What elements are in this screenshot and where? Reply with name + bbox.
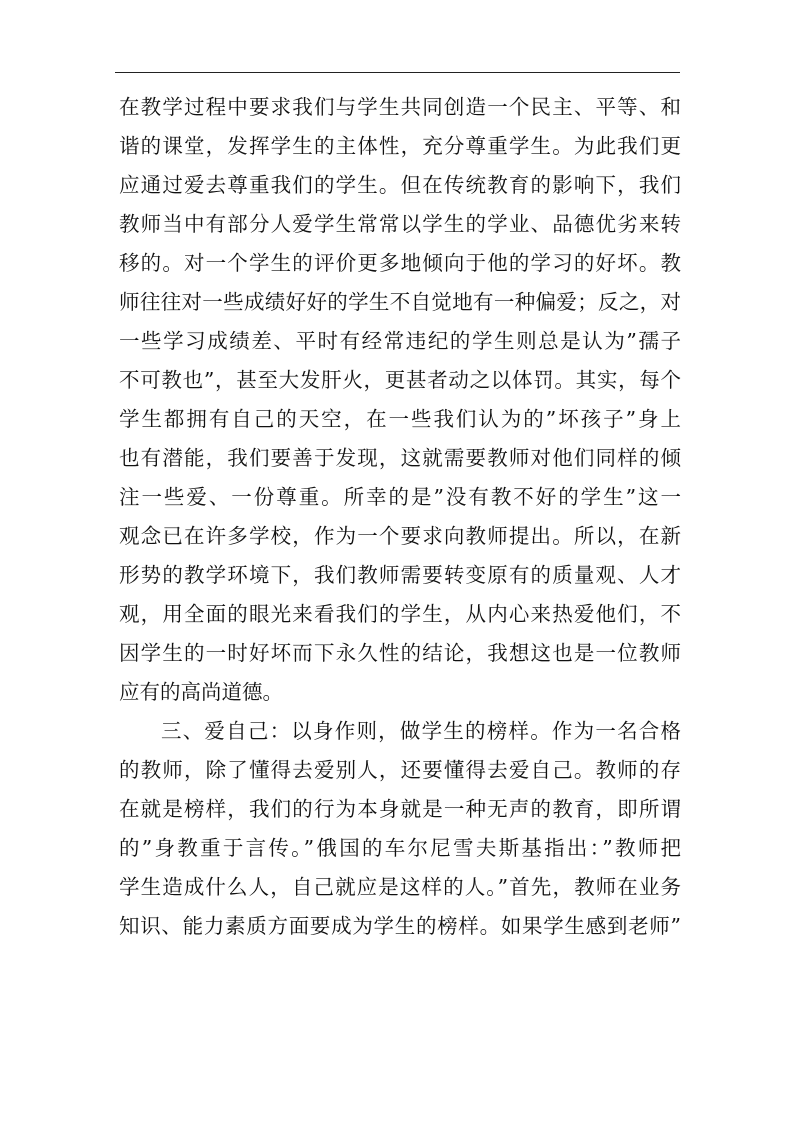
text-line: 师往往对一些成绩好好的学生不自觉地有一种偏爱；反之，对	[119, 290, 681, 314]
text-line: 三、爱自己：以身作则，做学生的榜样。作为一名合格	[161, 719, 681, 743]
text-line: 教师当中有部分人爱学生常常以学生的学业、品德优劣来转	[119, 212, 681, 236]
text-line: 形势的教学环境下，我们教师需要转变原有的质量观、人才	[119, 563, 681, 587]
text-line: 观，用全面的眼光来看我们的学生，从内心来热爱他们，不	[119, 602, 681, 626]
paragraph	[119, 712, 681, 946]
text-line: 应有的高尚道德。	[119, 680, 283, 704]
text-line: 注一些爱、一份尊重。所幸的是”没有教不好的学生”这一	[119, 485, 681, 509]
text-line: 因学生的一时好坏而下永久性的结论，我想这也是一位教师	[119, 641, 681, 665]
text-line: 知识、能力素质方面要成为学生的榜样。如果学生感到老师”	[119, 914, 681, 938]
text-line: 学生造成什么人，自己就应是这样的人。”首先，教师在业务	[119, 875, 681, 899]
paragraph	[119, 88, 681, 712]
body-text	[119, 88, 681, 946]
text-line: 应通过爱去尊重我们的学生。但在传统教育的影响下，我们	[119, 173, 681, 197]
text-line: 的”身教重于言传。”俄国的车尔尼雪夫斯基指出：”教师把	[119, 836, 681, 860]
text-line: 一些学习成绩差、平时有经常违纪的学生则总是认为”孺子	[119, 329, 681, 353]
text-line: 的教师，除了懂得去爱别人，还要懂得去爱自己。教师的存	[119, 758, 681, 782]
text-line: 观念已在许多学校，作为一个要求向教师提出。所以，在新	[119, 524, 681, 548]
text-line: 学生都拥有自己的天空，在一些我们认为的”坏孩子”身上	[119, 407, 681, 431]
text-line: 移的。对一个学生的评价更多地倾向于他的学习的好坏。教	[119, 251, 681, 275]
text-line: 谐的课堂，发挥学生的主体性，充分尊重学生。为此我们更	[119, 134, 681, 158]
text-line: 在就是榜样，我们的行为本身就是一种无声的教育，即所谓	[119, 797, 681, 821]
header-rule	[115, 72, 680, 73]
text-line: 不可教也”，甚至大发肝火，更甚者动之以体罚。其实，每个	[119, 368, 681, 392]
text-line: 在教学过程中要求我们与学生共同创造一个民主、平等、和	[119, 95, 681, 119]
text-line: 也有潜能，我们要善于发现，这就需要教师对他们同样的倾	[119, 446, 681, 470]
